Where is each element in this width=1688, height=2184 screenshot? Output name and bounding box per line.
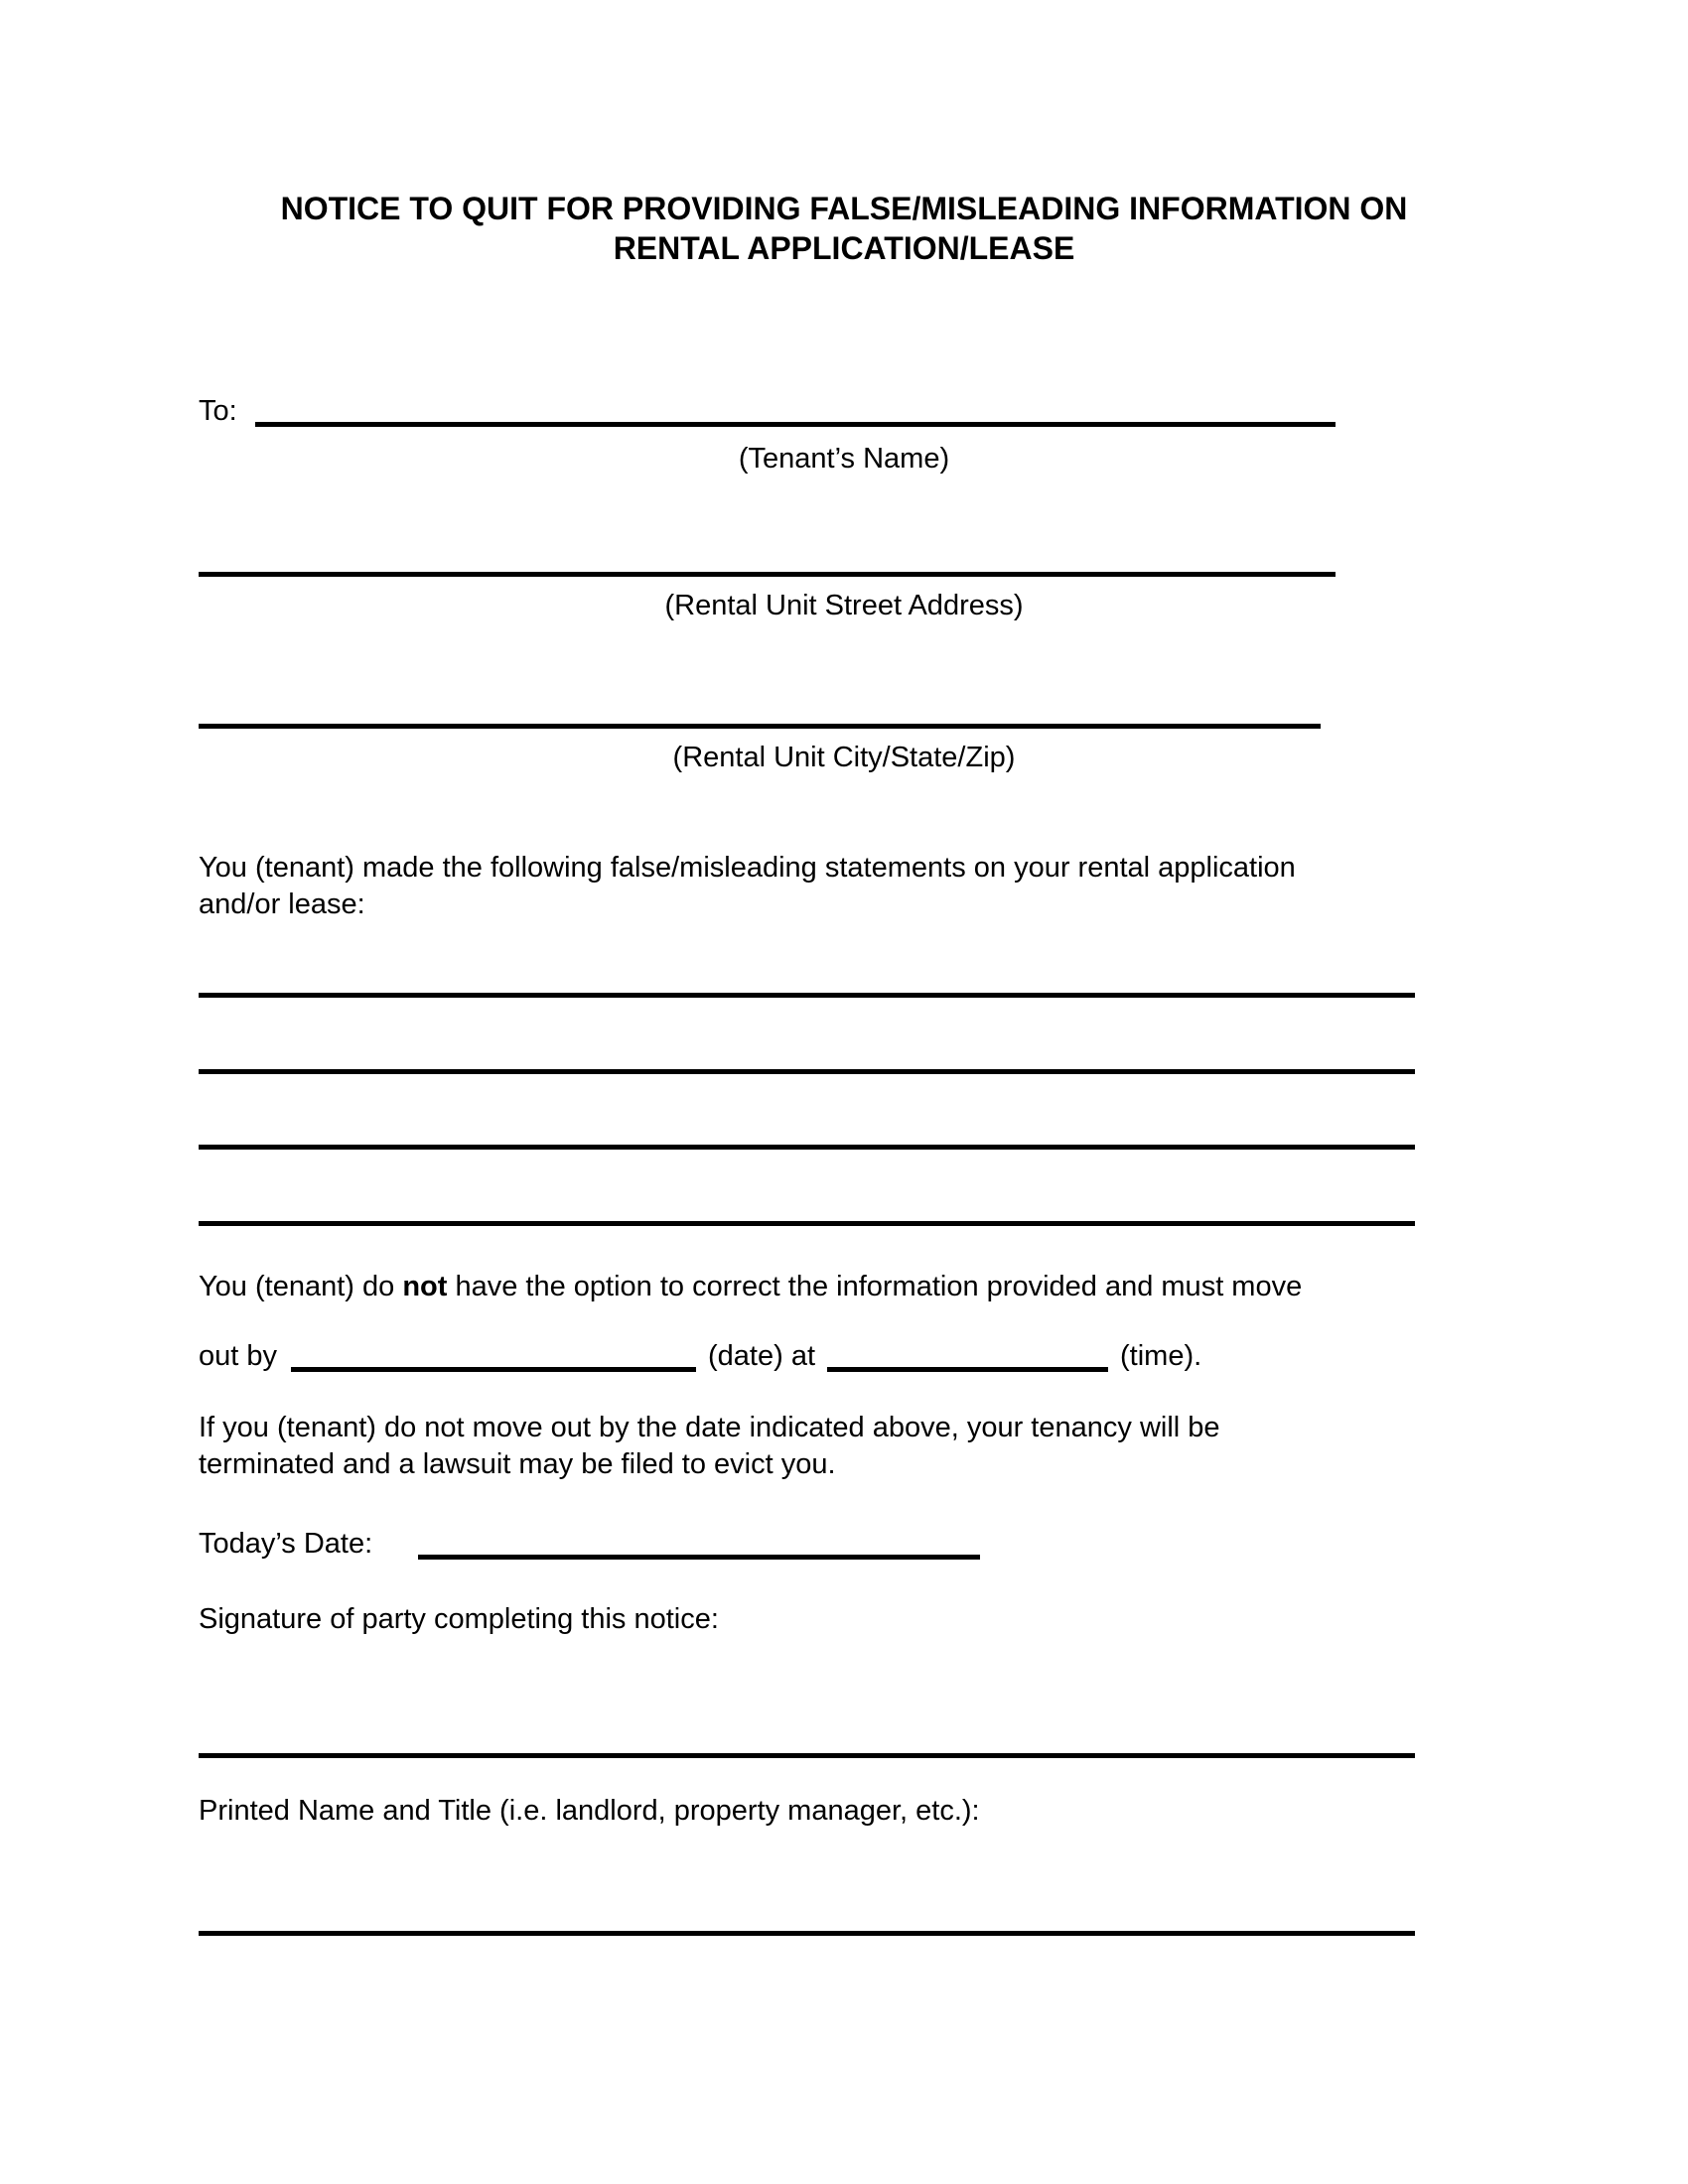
- tenant-name-caption: (Tenant’s Name): [738, 443, 950, 475]
- move-out-time-line[interactable]: [827, 1367, 1108, 1372]
- to-label: To:: [199, 395, 237, 427]
- correction-sentence: [199, 1269, 1479, 1305]
- statements-intro-line-1: You (tenant) made the following false/misleading statements on your rental application: [199, 852, 1296, 884]
- warning-line-2: terminated and a lawsuit may be filed to evict you.: [199, 1448, 836, 1480]
- statement-line-4[interactable]: [199, 1221, 1415, 1226]
- move-out-row: [199, 1338, 1201, 1375]
- todays-date-label: Today’s Date:: [199, 1528, 373, 1560]
- statement-line-2[interactable]: [199, 1069, 1415, 1074]
- street-address-caption: (Rental Unit Street Address): [664, 590, 1024, 621]
- correction-bold-word: not: [402, 1271, 448, 1302]
- street-address-line[interactable]: [199, 572, 1336, 577]
- printed-name-line[interactable]: [199, 1931, 1415, 1936]
- signature-label: Signature of party completing this notice:: [199, 1603, 719, 1635]
- out-by-label: out by: [199, 1340, 277, 1372]
- document-title: [0, 189, 1688, 268]
- move-out-date-line[interactable]: [291, 1367, 696, 1372]
- city-state-zip-caption: (Rental Unit City/State/Zip): [672, 742, 1016, 773]
- document-title-line-1: NOTICE TO QUIT FOR PROVIDING FALSE/MISLEADING INFORMATION ON: [280, 191, 1408, 226]
- to-row: [199, 393, 1336, 430]
- statements-intro: [199, 850, 1460, 923]
- printed-name-label: Printed Name and Title (i.e. landlord, property manager, etc.):: [199, 1795, 980, 1827]
- time-label: (time).: [1120, 1340, 1202, 1372]
- tenant-name-line[interactable]: [255, 422, 1336, 427]
- city-state-zip-line[interactable]: [199, 724, 1321, 729]
- date-label: (date) at: [708, 1340, 815, 1372]
- correction-prefix: You (tenant) do: [199, 1271, 403, 1302]
- document-title-line-2: RENTAL APPLICATION/LEASE: [613, 230, 1075, 266]
- todays-date-line[interactable]: [418, 1555, 980, 1560]
- statement-line-1[interactable]: [199, 993, 1415, 998]
- correction-suffix: have the option to correct the information provided and must move: [447, 1271, 1303, 1302]
- statements-intro-line-2: and/or lease:: [199, 888, 365, 920]
- todays-date-row: [199, 1526, 980, 1563]
- signature-line[interactable]: [199, 1753, 1415, 1758]
- warning-line-1: If you (tenant) do not move out by the date indicated above, your tenancy will be: [199, 1412, 1220, 1443]
- statement-line-3[interactable]: [199, 1145, 1415, 1150]
- warning-paragraph: [199, 1410, 1460, 1483]
